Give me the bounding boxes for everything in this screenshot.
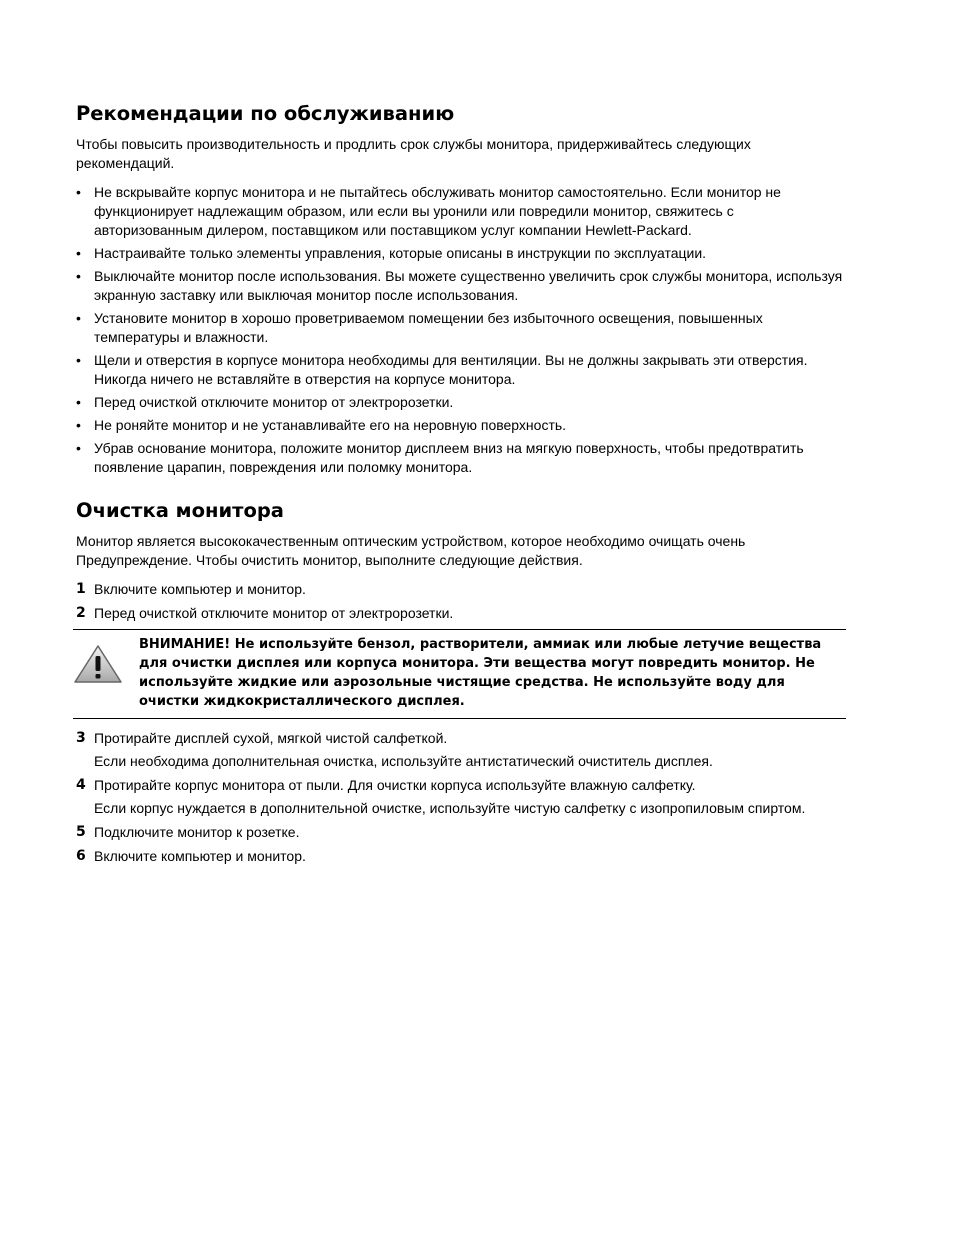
warning-triangle-icon xyxy=(73,644,123,684)
step-item xyxy=(76,580,846,599)
list-item: • Настраивайте только элементы управления, которые описаны в инструкции по эксплуатации. xyxy=(76,244,846,263)
step-number: 4 xyxy=(76,777,86,793)
maintenance-list xyxy=(76,183,846,477)
list-item: • Убрав основание монитора, положите монитор дисплеем вниз на мягкую поверхность, чтобы предотвратить появление царапин, повреждения или поломку монитора. xyxy=(76,439,846,477)
step-number: 1 xyxy=(76,581,86,597)
step-item xyxy=(76,847,846,866)
step-note: Если корпус нуждается в дополнительной очистке, используйте чистую салфетку с изопропиловым спиртом. xyxy=(94,800,806,816)
step-text: Подключите монитор к розетке. xyxy=(94,824,300,840)
list-item: • Установите монитор в хорошо проветриваемом помещении без избыточного освещения, повышенных температуры и влажности. xyxy=(76,309,846,347)
step-item xyxy=(76,823,846,842)
step-text: Перед очисткой отключите монитор от электророзетки. xyxy=(94,605,454,621)
step-text: Включите компьютер и монитор. xyxy=(94,581,306,597)
step-number: 2 xyxy=(76,605,86,621)
list-item: • Не роняйте монитор и не устанавливайте его на неровную поверхность. xyxy=(76,416,846,435)
step-text: Протирайте дисплей сухой, мягкой чистой салфеткой. xyxy=(94,730,448,746)
document-content xyxy=(76,100,846,871)
step-item xyxy=(76,604,846,623)
step-item xyxy=(76,776,846,818)
step-number: 3 xyxy=(76,730,86,746)
list-item: • Не вскрывайте корпус монитора и не пытайтесь обслуживать монитор самостоятельно. Если монитор не функционирует надлежащим образом, или если вы уронили или повредили монитор, свяжитесь с авторизованным дилером, поставщиком или поставщиком услуг компании Hewlett-Packard. xyxy=(76,183,846,240)
step-number: 5 xyxy=(76,824,86,840)
cleaning-intro: Монитор является высококачественным оптическим устройством, которое необходимо очищать очень Предупреждение. Чтобы очистить монитор, выполните следующие действия. xyxy=(76,533,746,568)
step-text: Включите компьютер и монитор. xyxy=(94,848,306,864)
cleaning-steps xyxy=(76,580,846,866)
step-item xyxy=(76,729,846,771)
warning-box xyxy=(73,629,846,719)
list-item: • Щели и отверстия в корпусе монитора необходимы для вентиляции. Вы не должны закрывать эти отверстия. Никогда ничего не вставляйте в отверстия на корпусе монитора. xyxy=(76,351,846,389)
step-text: Протирайте корпус монитора от пыли. Для очистки корпуса используйте влажную салфетку. xyxy=(94,777,696,793)
maintenance-intro: Чтобы повысить производительность и продлить срок службы монитора, придерживайтесь следующих рекомендаций. xyxy=(76,136,751,171)
warning-text: ВНИМАНИЕ! Не используйте бензол, растворители, аммиак или любые летучие вещества для очистки дисплея или корпуса монитора. Эти вещества могут повредить монитор. Не используйте жидкие или аэрозольные чистящие средства. Не используйте воду для очистки жидкокристаллического дисплея. xyxy=(139,637,822,709)
list-item: • Выключайте монитор после использования. Вы можете существенно увеличить срок службы монитора, используя экранную заставку или выключая монитор после использования. xyxy=(76,267,846,305)
step-note: Если необходима дополнительная очистка, используйте антистатический очиститель дисплея. xyxy=(94,753,713,769)
list-item: • Перед очисткой отключите монитор от электророзетки. xyxy=(76,393,846,412)
cleaning-heading: Очистка монитора xyxy=(76,499,284,522)
maintenance-heading: Рекомендации по обслуживанию xyxy=(76,102,455,125)
step-number: 6 xyxy=(76,848,86,864)
